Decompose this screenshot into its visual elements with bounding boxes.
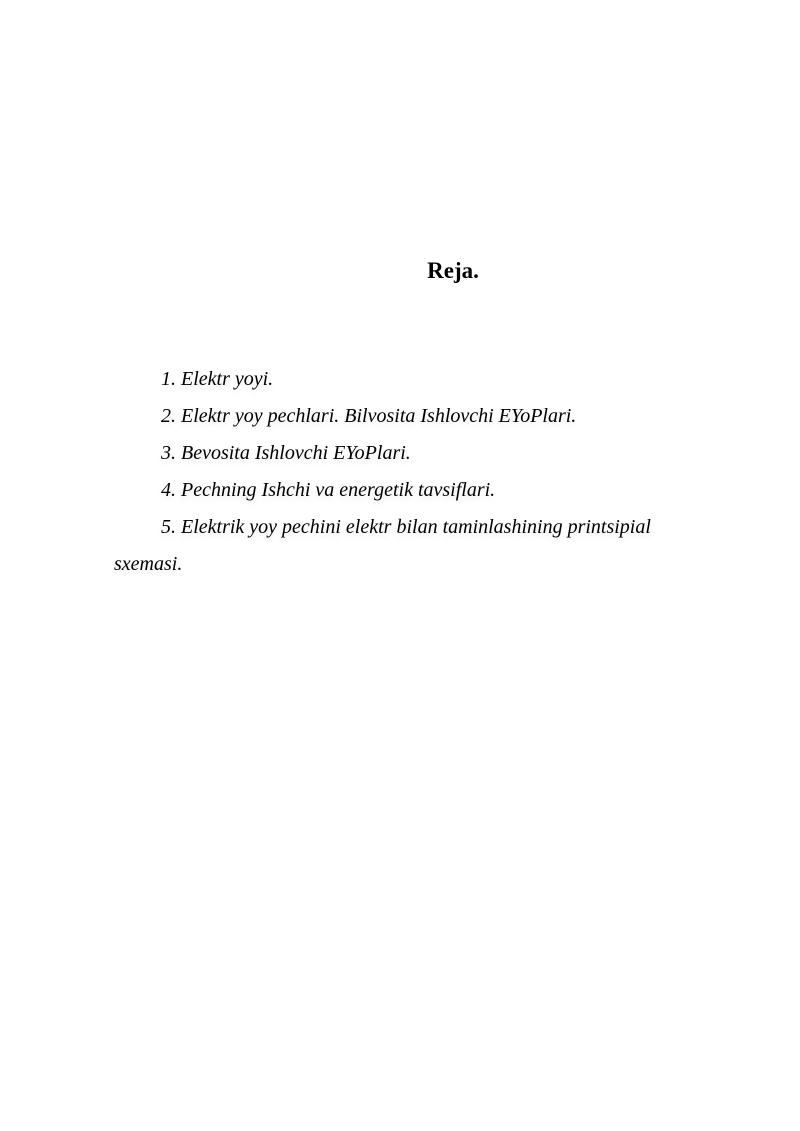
plan-item-1: 1. Elektr yoyi. [161,368,274,390]
plan-item-3: 3. Bevosita Ishlovchi EYoPlari. [161,442,411,464]
plan-item-4: 4. Pechning Ishchi va energetik tavsiflari. [161,479,496,501]
page-title: Reja. [427,258,479,283]
plan-list [114,361,694,583]
plan-item-5: 5. Elektrik yoy pechini elektr bilan taminlashining printsipial sxemasi. [114,516,651,575]
plan-item-2: 2. Elektr yoy pechlari. Bilvosita Ishlovchi EYoPlari. [161,405,577,427]
